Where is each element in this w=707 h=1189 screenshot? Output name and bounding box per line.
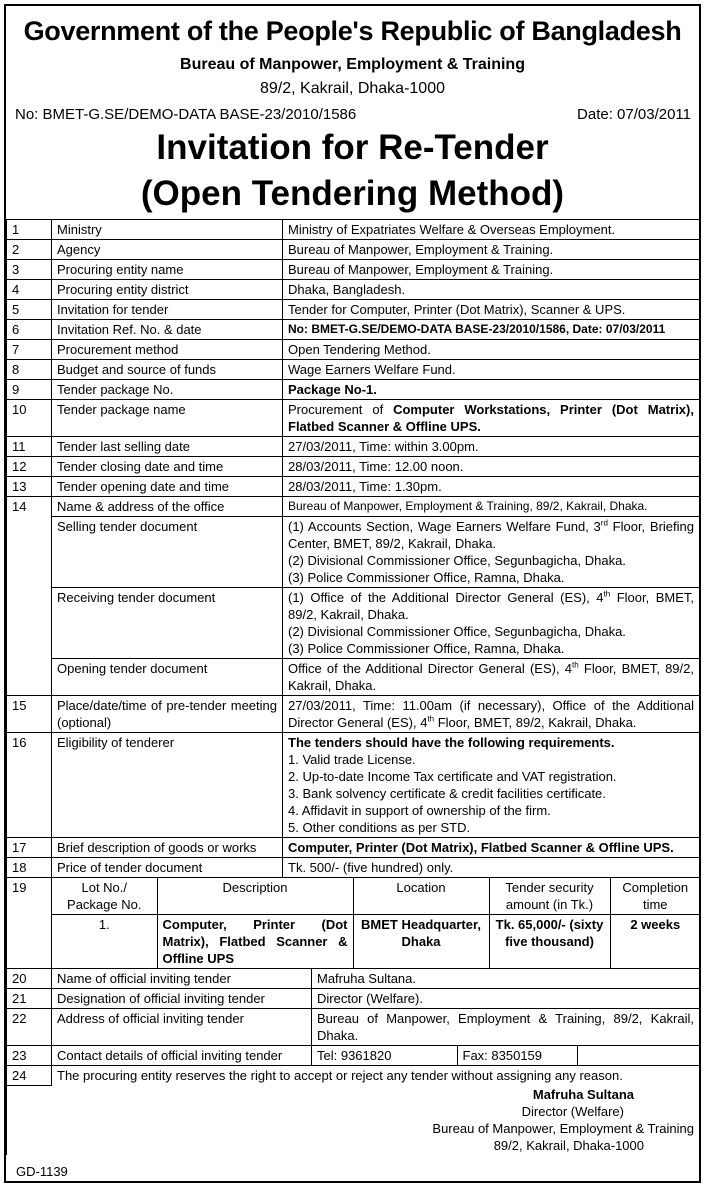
list-item: 4. Affidavit in support of ownership of the firm. xyxy=(288,803,551,818)
lot-description: Computer, Printer (Dot Matrix), Flatbed Scanner & Offline UPS xyxy=(157,915,353,969)
value-text: (1) Office of the Additional Director General (ES), 4 xyxy=(288,590,604,605)
signatory-organization: Bureau of Manpower, Employment & Training xyxy=(432,1121,694,1136)
row-number: 5 xyxy=(7,300,52,320)
table-row xyxy=(7,437,700,457)
row-label: Tender opening date and time xyxy=(52,477,283,497)
table-row xyxy=(7,1066,700,1086)
table-row xyxy=(7,1046,700,1066)
row-number: 13 xyxy=(7,477,52,497)
value-text: Floor, BMET, 89/2, Kakrail, Dhaka. xyxy=(288,590,694,622)
row-value: Tk. 500/- (five hundred) only. xyxy=(283,858,700,878)
official-table xyxy=(6,968,700,1155)
row-number-empty xyxy=(7,517,52,588)
lot-completion: 2 weeks xyxy=(610,915,700,969)
row-label: Invitation Ref. No. & date xyxy=(52,320,283,340)
row-value: Computer, Printer (Dot Matrix), Flatbed Scanner & Offline UPS. xyxy=(283,838,700,858)
security-header: Tender security amount (in Tk.) xyxy=(489,878,610,915)
row-label: Name & address of the office xyxy=(52,497,283,517)
row-value: 28/03/2011, Time: 12.00 noon. xyxy=(283,457,700,477)
row-value: 27/03/2011, Time: within 3.00pm. xyxy=(283,437,700,457)
table-row xyxy=(7,380,700,400)
bureau-name: Bureau of Manpower, Employment & Training xyxy=(180,56,525,73)
row-label: Name of official inviting tender xyxy=(52,969,312,989)
location-header: Location xyxy=(353,878,489,915)
table-row xyxy=(7,320,700,340)
completion-header: Completion time xyxy=(610,878,700,915)
value-text: Floor, BMET, 89/2, Kakrail, Dhaka. xyxy=(434,715,637,730)
row-value xyxy=(283,517,700,588)
value-text: Office of the Additional Director General (ES), 4 xyxy=(288,661,573,676)
table-row xyxy=(7,659,700,696)
value-text: Floor, BMET, 89/2, Kakrail, Dhaka. xyxy=(288,661,694,693)
table-row xyxy=(7,340,700,360)
row-value: Bureau of Manpower, Employment & Training. xyxy=(283,240,700,260)
row-label: Opening tender document xyxy=(52,659,283,696)
row-value xyxy=(283,588,700,659)
value-text: 27/03/2011, Time: 11.00am (if necessary), Office of the Additional Director General (ES), 4 xyxy=(288,698,694,730)
contact-empty xyxy=(577,1046,700,1065)
table-row xyxy=(7,733,700,838)
row-number: 12 xyxy=(7,457,52,477)
table-row xyxy=(7,400,700,437)
row-number-empty xyxy=(7,588,52,659)
eligibility-lead: The tenders should have the following requirements. xyxy=(288,735,615,750)
row-value xyxy=(283,400,700,437)
row-label: Procurement method xyxy=(52,340,283,360)
value-line xyxy=(288,589,694,623)
table-row xyxy=(7,300,700,320)
row-value xyxy=(283,696,700,733)
row-value xyxy=(283,659,700,696)
value-text: Floor, Briefing Center, BMET, 89/2, Kakrail, Dhaka. xyxy=(288,519,694,551)
row-label: Receiving tender document xyxy=(52,588,283,659)
list-item: 5. Other conditions as per STD. xyxy=(288,820,471,835)
row-number: 24 xyxy=(7,1066,52,1086)
row-number: 15 xyxy=(7,696,52,733)
row-value: Mafruha Sultana. xyxy=(312,969,700,989)
value-bold-text: Computer Workstations, Printer (Dot Matrix), Flatbed Scanner & Offline UPS. xyxy=(288,402,694,434)
notice-heading: Invitation for Re-Tender xyxy=(156,128,549,167)
row-value: Open Tendering Method. xyxy=(283,340,700,360)
row-value: No: BMET-G.SE/DEMO-DATA BASE-23/2010/1586, Date: 07/03/2011 xyxy=(283,320,700,340)
value-line: (2) Divisional Commissioner Office, Segunbagicha, Dhaka. xyxy=(288,624,626,639)
signatory-address: 89/2, Kakrail, Dhaka-1000 xyxy=(493,1138,644,1153)
value-sup: th xyxy=(572,660,579,670)
value-sup: th xyxy=(427,714,435,724)
row-label: Contact details of official inviting tender xyxy=(52,1046,312,1066)
row-value: Bureau of Manpower, Employment & Training, 89/2, Kakrail, Dhaka. xyxy=(312,1009,700,1046)
row-number: 8 xyxy=(7,360,52,380)
tender-details-table xyxy=(6,219,700,969)
row-number: 21 xyxy=(7,989,52,1009)
row-label: Tender package No. xyxy=(52,380,283,400)
notice-date: Date: 07/03/2011 xyxy=(577,106,691,123)
bureau-address: 89/2, Kakrail, Dhaka-1000 xyxy=(260,80,445,97)
row-value: Director (Welfare). xyxy=(312,989,700,1009)
table-row xyxy=(7,969,700,989)
table-row xyxy=(7,360,700,380)
table-row xyxy=(7,260,700,280)
reference-number: No: BMET-G.SE/DEMO-DATA BASE-23/2010/1586 xyxy=(15,106,357,123)
row-number: 4 xyxy=(7,280,52,300)
table-row xyxy=(7,240,700,260)
row-number: 10 xyxy=(7,400,52,437)
row-number: 6 xyxy=(7,320,52,340)
row-label: Budget and source of funds xyxy=(52,360,283,380)
row-number: 16 xyxy=(7,733,52,838)
lot-header-row xyxy=(52,878,700,915)
footer-code: GD-1139 xyxy=(16,1164,68,1179)
list-item: 3. Bank solvency certificate & credit facilities certificate. xyxy=(288,786,606,801)
row-number: 19 xyxy=(7,878,52,969)
table-row xyxy=(7,838,700,858)
signatory-name: Mafruha Sultana xyxy=(532,1087,634,1102)
table-row xyxy=(7,280,700,300)
lot-row xyxy=(52,915,700,969)
row-value: 28/03/2011, Time: 1.30pm. xyxy=(283,477,700,497)
value-text: (1) Accounts Section, Wage Earners Welfare Fund, 3 xyxy=(288,519,601,534)
value-line: (3) Police Commissioner Office, Ramna, Dhaka. xyxy=(288,641,565,656)
row-number: 17 xyxy=(7,838,52,858)
row-label: Tender closing date and time xyxy=(52,457,283,477)
table-row xyxy=(7,989,700,1009)
row-number: 9 xyxy=(7,380,52,400)
value-sup: th xyxy=(603,589,611,599)
table-row xyxy=(7,457,700,477)
lot-header: Lot No./ Package No. xyxy=(52,878,157,915)
row-number: 22 xyxy=(7,1009,52,1046)
row-label: Tender package name xyxy=(52,400,283,437)
table-row xyxy=(7,220,700,240)
lot-number: 1. xyxy=(52,915,157,969)
description-header: Description xyxy=(157,878,353,915)
government-title: Government of the People's Republic of Bangladesh xyxy=(23,16,682,46)
row-value: Tender for Computer, Printer (Dot Matrix), Scanner & UPS. xyxy=(283,300,700,320)
row-label: Brief description of goods or works xyxy=(52,838,283,858)
row-number: 7 xyxy=(7,340,52,360)
lot-table-cell xyxy=(52,878,700,969)
row-label: Tender last selling date xyxy=(52,437,283,457)
row-label: Procuring entity district xyxy=(52,280,283,300)
reservation-note: The procuring entity reserves the right to accept or reject any tender without assigning any reason. xyxy=(52,1066,700,1086)
row-number: 3 xyxy=(7,260,52,280)
table-row xyxy=(7,858,700,878)
row-value: Bureau of Manpower, Employment & Training. xyxy=(283,260,700,280)
row-number: 18 xyxy=(7,858,52,878)
row-label: Designation of official inviting tender xyxy=(52,989,312,1009)
row-number: 1 xyxy=(7,220,52,240)
row-value: Bureau of Manpower, Employment & Training, 89/2, Kakrail, Dhaka. xyxy=(283,497,700,517)
row-number: 20 xyxy=(7,969,52,989)
row-value: Wage Earners Welfare Fund. xyxy=(283,360,700,380)
contact-tel: Tel: 9361820 xyxy=(312,1046,457,1065)
table-row xyxy=(7,696,700,733)
row-number-empty xyxy=(7,659,52,696)
list-item: 1. Valid trade License. xyxy=(288,752,416,767)
row-value: Ministry of Expatriates Welfare & Overseas Employment. xyxy=(283,220,700,240)
value-line xyxy=(288,518,694,552)
table-row xyxy=(7,477,700,497)
row-number: 2 xyxy=(7,240,52,260)
row-number: 11 xyxy=(7,437,52,457)
row-label: Eligibility of tenderer xyxy=(52,733,283,838)
table-row xyxy=(7,1009,700,1046)
signature-block xyxy=(7,1086,700,1156)
row-label: Invitation for tender xyxy=(52,300,283,320)
table-row xyxy=(7,878,700,969)
row-label: Place/date/time of pre-tender meeting (optional) xyxy=(52,696,283,733)
row-value: Package No-1. xyxy=(283,380,700,400)
signatory-designation: Director (Welfare) xyxy=(521,1104,624,1119)
list-item: 2. Up-to-date Income Tax certificate and VAT registration. xyxy=(288,769,617,784)
tender-notice xyxy=(4,4,701,1183)
lot-location: BMET Headquarter, Dhaka xyxy=(353,915,489,969)
table-row xyxy=(7,497,700,517)
table-row xyxy=(7,517,700,588)
signature-row xyxy=(7,1086,700,1156)
contact-fax: Fax: 8350159 xyxy=(457,1046,577,1065)
notice-subheading: (Open Tendering Method) xyxy=(140,174,565,213)
contact-cell xyxy=(312,1046,700,1066)
row-value xyxy=(283,733,700,838)
row-label: Ministry xyxy=(52,220,283,240)
row-number: 14 xyxy=(7,497,52,517)
table-row xyxy=(7,588,700,659)
value-line: (2) Divisional Commissioner Office, Segunbagicha, Dhaka. xyxy=(288,553,626,568)
value-line: (3) Police Commissioner Office, Ramna, Dhaka. xyxy=(288,570,565,585)
row-label: Price of tender document xyxy=(52,858,283,878)
lot-table xyxy=(52,878,700,968)
row-label: Address of official inviting tender xyxy=(52,1009,312,1046)
value-sup: rd xyxy=(600,518,608,528)
contact-table xyxy=(312,1046,700,1065)
row-label: Procuring entity name xyxy=(52,260,283,280)
row-number: 23 xyxy=(7,1046,52,1066)
lot-security: Tk. 65,000/- (sixty five thousand) xyxy=(489,915,610,969)
value-text: Procurement of xyxy=(288,402,394,417)
row-label: Selling tender document xyxy=(52,517,283,588)
row-value: Dhaka, Bangladesh. xyxy=(283,280,700,300)
tender-table xyxy=(6,219,699,1155)
row-label: Agency xyxy=(52,240,283,260)
